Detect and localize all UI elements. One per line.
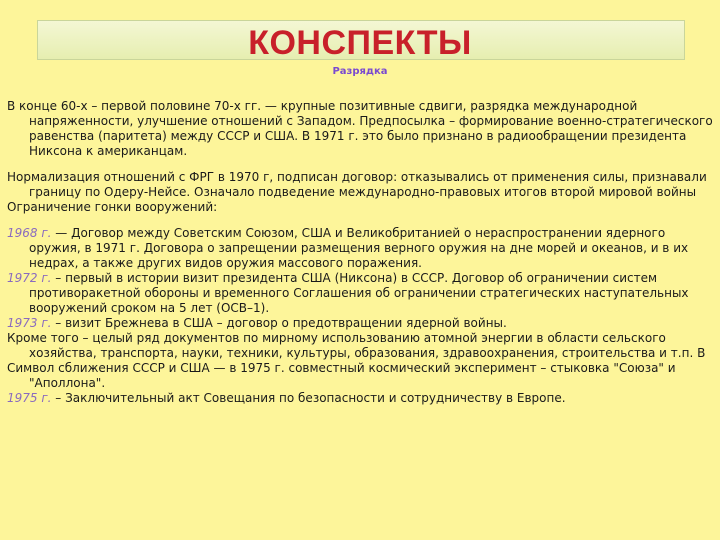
- event-item-1968: [7, 226, 713, 271]
- event-item-1972: [7, 271, 713, 316]
- event-text: – Заключительный акт Совещания по безопасности и сотрудничеству в Европе.: [51, 391, 566, 405]
- content-body: [7, 99, 713, 406]
- paragraph-arms-heading: Ограничение гонки вооружений:: [7, 200, 218, 214]
- event-year: 1972 г.: [7, 271, 52, 285]
- paragraph-frg: Нормализация отношений с ФРГ в 1970 г, подписан договор: отказывались от применения силы, признавали границу по Одеру-Нейсе. Означало подведение международно-правовых итогов второй мировой войны: [7, 170, 707, 199]
- event-text: — Договор между Советским Союзом, США и Великобританией о нераспространении ядерного оружия, в 1971 г. Договора о запрещении размещения верного оружия на дне морей и океанов, и в их недрах, а также других видов оружия массового поражения.: [29, 226, 689, 270]
- paragraph-peaceful-atom: Кроме того – целый ряд документов по мирному использованию атомной энергии в области сельского хозяйства, транспорта, науки, техники, культуры, образования, здравоохранения, строительства и т.п. В: [7, 331, 706, 360]
- event-item-1975: [7, 391, 713, 406]
- paragraph-intro: В конце 60-х – первой половине 70-х гг. — крупные позитивные сдвиги, разрядка международной напряженности, улучшение отношений с Западом. Предпосылка – формирование военно-стратегического равенства (паритета) между СССР и США. В 1971 г. это было признано в радиообращении президента Никсона к американцам.: [7, 99, 713, 158]
- event-year: 1975 г.: [7, 391, 52, 405]
- paragraph-gap: [7, 215, 713, 226]
- page-title: КОНСПЕКТЫ: [248, 24, 472, 62]
- page-subtitle: Разрядка: [332, 66, 388, 77]
- event-item-1973: [7, 316, 713, 331]
- event-text: – визит Брежнева в США – договор о предотвращении ядерной войны.: [51, 316, 507, 330]
- paragraph-soyuz-apollo: Символ сближения СССР и США — в 1975 г. совместный космический эксперимент – стыковка "Союза" и "Аполлона".: [7, 361, 676, 390]
- event-text: – первый в истории визит президента США (Никсона) в СССР. Договор об ограничении систем противоракетной обороны и временного Соглашения об ограничении стратегических наступательных вооружений сроком на 5 лет (ОСВ–1).: [29, 271, 689, 315]
- event-year: 1973 г.: [7, 316, 52, 330]
- paragraph-gap: [7, 159, 713, 170]
- event-year: 1968 г.: [7, 226, 52, 240]
